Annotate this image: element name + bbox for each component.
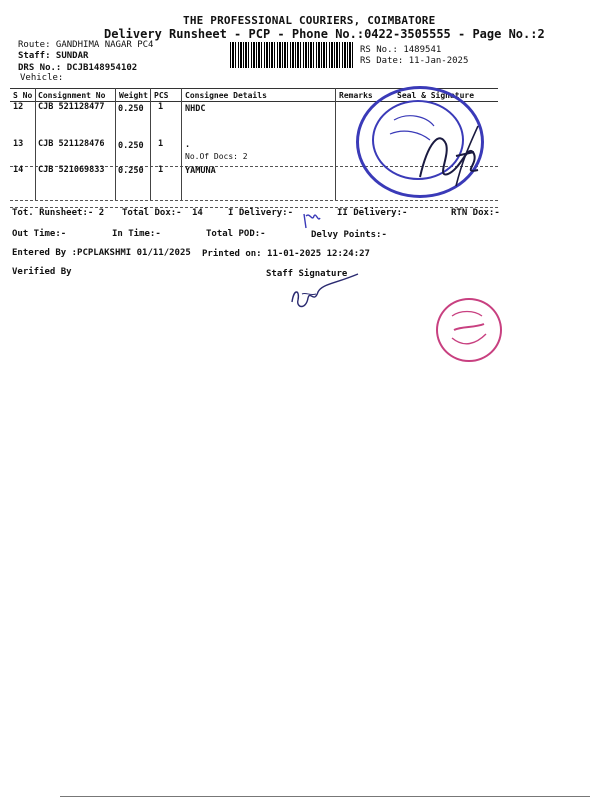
verified-by: Verified By (12, 267, 72, 277)
staff-signature-label: Staff Signature (266, 269, 348, 279)
printed-on: Printed on: 11-01-2025 12:24:27 (202, 249, 370, 259)
row-consignee: NHDC (185, 104, 206, 114)
row-consignment: CJB 521069833 (38, 165, 105, 175)
pink-stamp-mark-icon (440, 304, 496, 354)
rs-number: RS No.: 1489541 (360, 45, 442, 55)
entered-by: Entered By :PCPLAKSHMI 01/11/2025 (12, 248, 191, 258)
vehicle-label: Vehicle: (20, 73, 64, 83)
row-sno: 13 (13, 139, 24, 149)
header-remarks: Remarks (339, 91, 373, 100)
ii-delivery-label: II Delivery:- (337, 208, 408, 218)
col-divider (335, 88, 336, 200)
header-seal-signature: Seal & Signature (397, 91, 475, 100)
row-consignment: CJB 521128476 (38, 139, 105, 149)
row-weight: 0.250 (118, 141, 144, 151)
row-weight: 0.250 (118, 104, 144, 114)
total-dox-value: 14 (192, 208, 203, 218)
page-bottom-edge (60, 796, 590, 797)
i-delivery-label: I Delivery:- (228, 208, 294, 218)
tot-runsheet: Tot. Runsheet:- 2 (12, 208, 105, 218)
row-sno: 14 (13, 165, 24, 175)
row-sno: 12 (13, 102, 24, 112)
header-pcs: PCS (154, 91, 169, 100)
row-weight: 0.250 (118, 166, 144, 176)
total-dox-label: Total Dox:- (122, 208, 182, 218)
row-pcs: 1 (158, 102, 164, 112)
in-time-label: In Time:- (112, 229, 161, 239)
rs-date: RS Date: 11-Jan-2025 (360, 56, 469, 66)
col-divider (181, 88, 182, 200)
header-weight: Weight (119, 91, 148, 100)
row-consignee: . (185, 140, 191, 150)
company-title: THE PROFESSIONAL COURIERS, COIMBATORE (183, 14, 436, 27)
delivery-signature-icon (350, 82, 500, 202)
staff-label: Staff: SUNDAR (18, 51, 89, 61)
route-label: Route: GANDHIMA NAGAR PC4 (18, 40, 154, 50)
total-pod-label: Total POD:- (206, 229, 266, 239)
header-sno: S No (13, 91, 33, 100)
out-time-label: Out Time:- (12, 229, 67, 239)
delvy-points-label: Delvy Points:- (311, 230, 387, 240)
barcode-image (230, 42, 355, 68)
row-pcs: 1 (158, 165, 164, 175)
col-divider (115, 88, 116, 200)
col-divider (35, 88, 36, 200)
header-consignment: Consignment No (38, 91, 106, 100)
row-consignment: CJB 521128477 (38, 102, 105, 112)
rtn-dox-label: RTN Dox:- (451, 208, 500, 218)
runsheet-subtitle: Delivery Runsheet - PCP - Phone No.:0422-3505555 - Page No.:2 (104, 27, 545, 41)
row-consignee: YAMUNA (185, 166, 216, 176)
handwritten-mark-icon (298, 208, 328, 232)
header-consignee: Consignee Details (185, 91, 267, 100)
staff-signature-icon (284, 270, 364, 316)
col-divider (150, 88, 151, 200)
row-docs-note: No.Of Docs: 2 (185, 152, 248, 161)
drs-number: DRS No.: DCJB148954102 (18, 63, 138, 73)
row-pcs: 1 (158, 139, 164, 149)
